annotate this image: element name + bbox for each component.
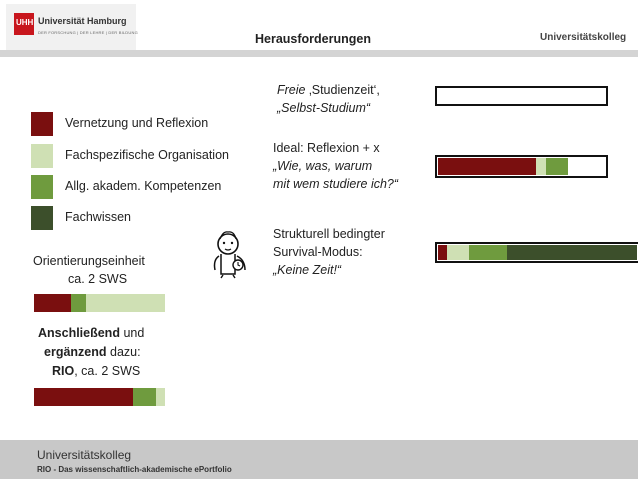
rio-line-1: Anschließend und [38, 326, 145, 340]
scenario-survival-line-2: Survival-Modus: [273, 245, 363, 259]
legend-swatch [31, 175, 53, 199]
rio-bar [34, 388, 165, 406]
logo-tagline: DER FORSCHUNG | DER LEHRE | DER BILDUNG [38, 30, 138, 35]
slide-footer [0, 440, 638, 479]
bar-segment-reflexion [34, 388, 133, 406]
rio-line-3: RIO, ca. 2 SWS [52, 364, 141, 378]
legend-label: Allg. akadem. Kompetenzen [65, 179, 222, 193]
bar-segment-reflexion [438, 245, 447, 260]
logo-text: UHH [16, 18, 34, 27]
uhh-logo-mark [14, 13, 34, 35]
scenario-free-line-1: Freie ‚Studienzeit‘, [277, 83, 380, 97]
rio-line-2: ergänzend dazu: [44, 345, 141, 359]
legend-swatch [31, 112, 53, 136]
header-divider [0, 50, 638, 57]
bar-segment-kompetenzen [133, 388, 156, 406]
scenario-ideal-line-2: „Wie, was, warum [273, 159, 373, 173]
orientation-label: Orientierungseinheit [33, 254, 145, 268]
logo-name: Universität Hamburg [38, 16, 127, 26]
bar-segment-organisation [447, 245, 469, 260]
scenario-free-line-2: „Selbst-Studium“ [277, 101, 371, 115]
scenario-survival-line-3: „Keine Zeit!“ [273, 263, 342, 277]
bar-segment-kompetenzen [469, 245, 507, 260]
orientation-sws: ca. 2 SWS [68, 272, 128, 286]
footer-title: Universitätskolleg [37, 448, 132, 462]
bar-segment-organisation [156, 388, 165, 406]
bar-segment-reflexion [438, 158, 536, 175]
ideal-bar [435, 155, 608, 178]
legend-swatch [31, 144, 53, 168]
slide-header [0, 0, 638, 58]
survival-bar [435, 242, 638, 263]
bar-segment-organisation [536, 158, 546, 175]
bar-segment-reflexion [34, 294, 71, 312]
legend-label: Vernetzung und Reflexion [65, 116, 209, 130]
scenario-survival-line-1: Strukturell bedingter [273, 227, 385, 241]
bar-segment-kompetenzen [546, 158, 568, 175]
orientation-bar [34, 294, 165, 312]
bar-segment-kompetenzen [71, 294, 86, 312]
legend-label: Fachwissen [65, 210, 131, 224]
bar-segment-fachwissen [507, 245, 637, 260]
legend-swatch [31, 206, 53, 230]
slide-title: Herausforderungen [255, 32, 371, 46]
scenario-ideal-line-3: mit wem studiere ich?“ [273, 177, 399, 191]
header-brand: Universitätskolleg [540, 32, 627, 43]
thinking-person-icon [205, 229, 255, 279]
legend-label: Fachspezifische Organisation [65, 148, 229, 162]
footer-subtitle: RIO - Das wissenschaftlich-akademische ePortfolio [37, 465, 232, 474]
bar-segment-organisation [86, 294, 165, 312]
scenario-ideal-line-1: Ideal: Reflexion + x [273, 141, 380, 155]
university-logo [6, 4, 136, 50]
free-study-bar [435, 86, 608, 106]
